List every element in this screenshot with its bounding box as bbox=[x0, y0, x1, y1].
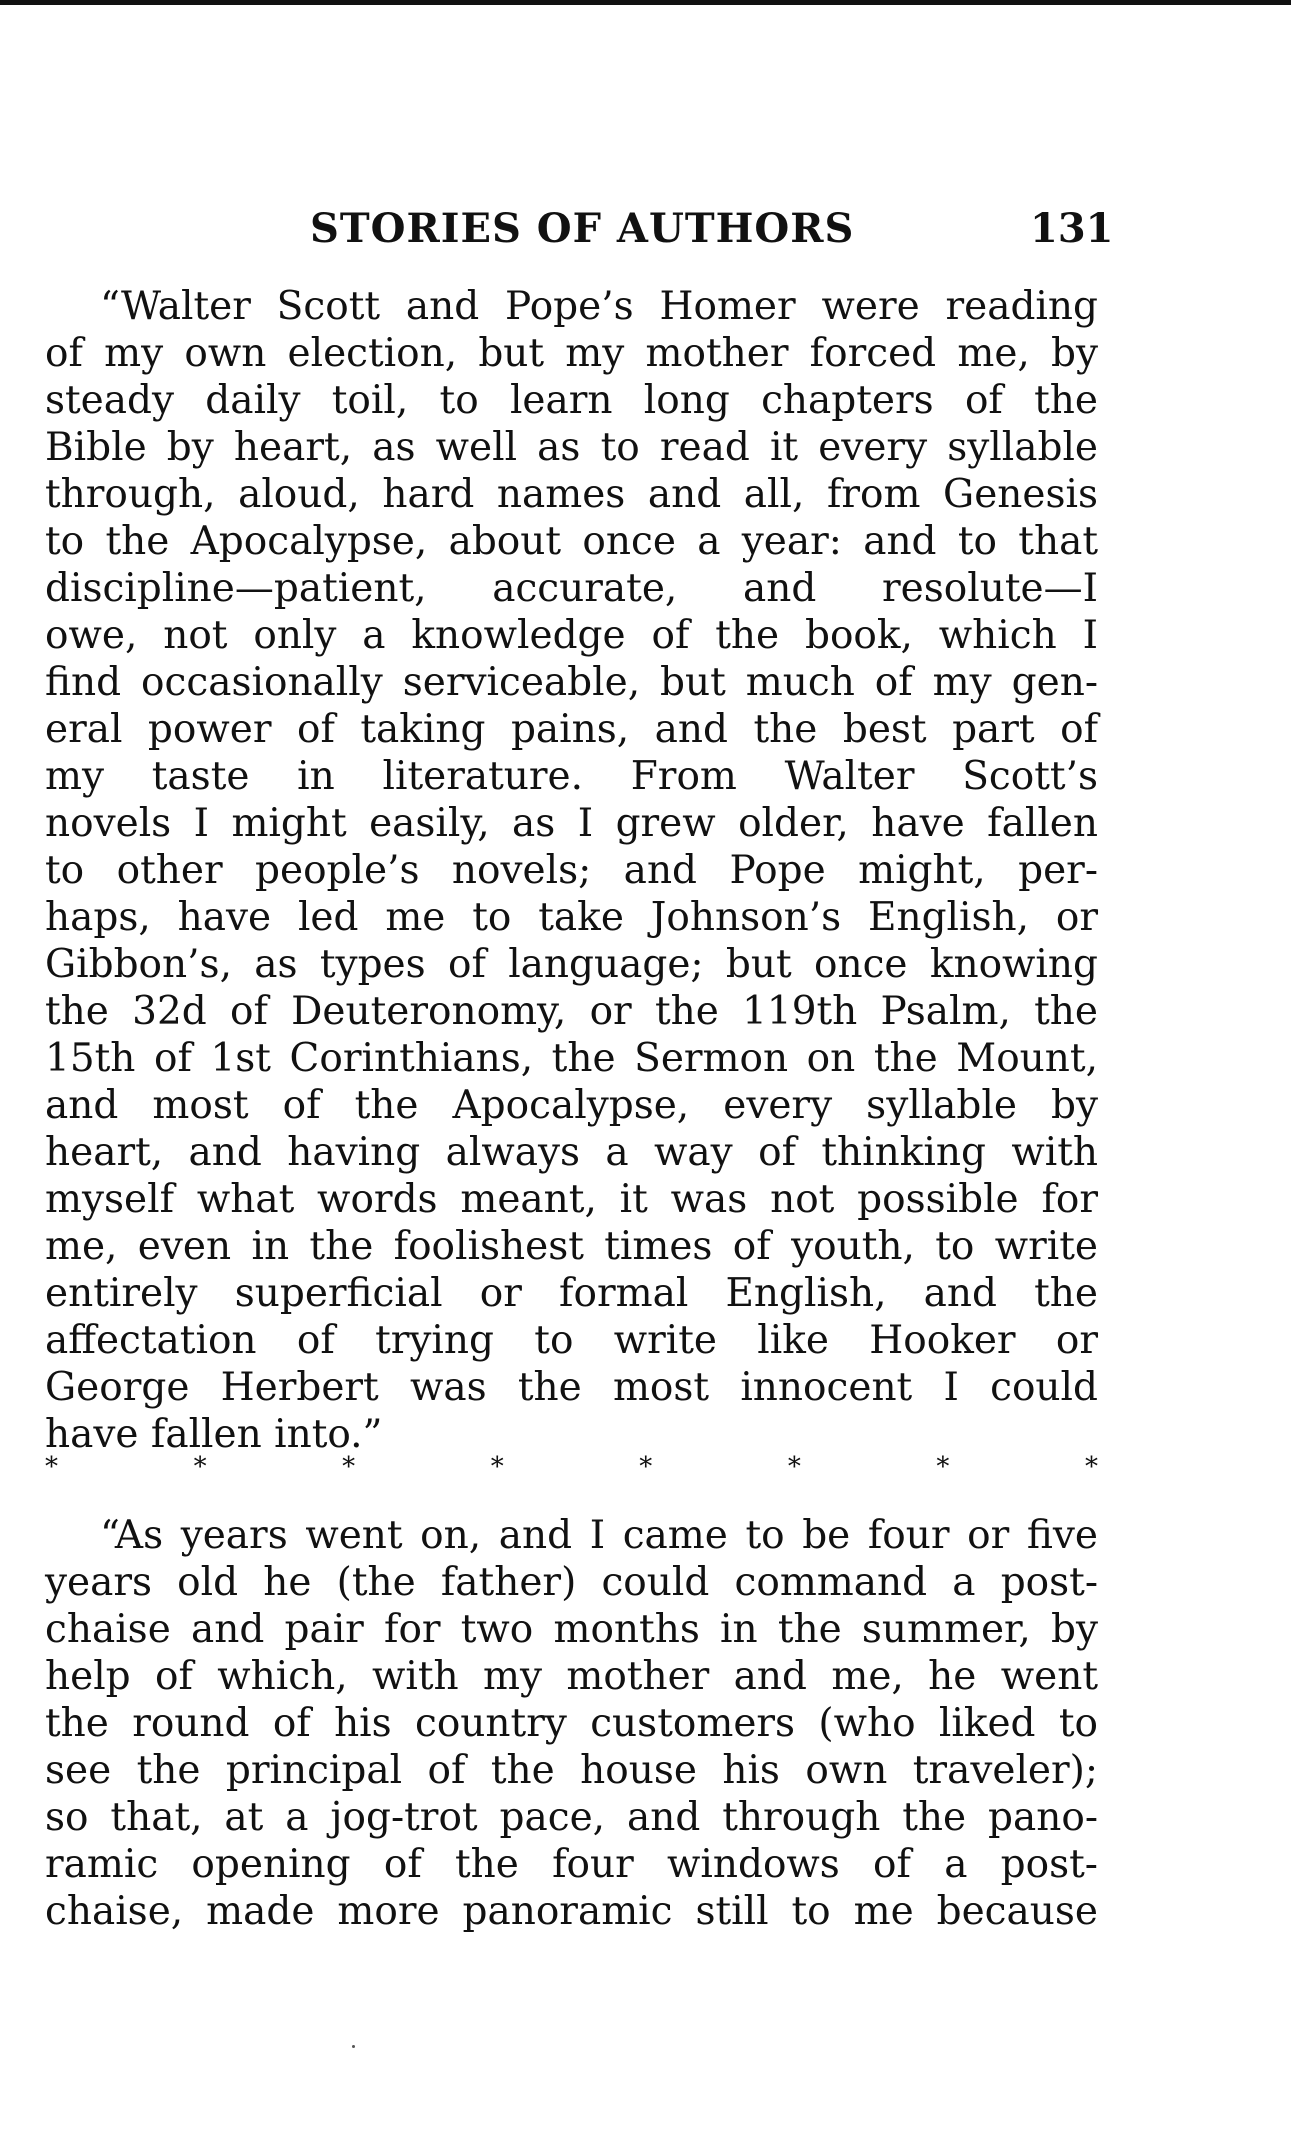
text-line: heart, and having always a way of thinking with bbox=[45, 1130, 1098, 1175]
text-line: through, aloud, hard names and all, from Genesis bbox=[45, 472, 1098, 517]
text-line: of my own election, but my mother forced me, by bbox=[45, 331, 1098, 376]
text-line: eral power of taking pains, and the best part of bbox=[45, 707, 1098, 752]
separator-asterisk: * bbox=[193, 1452, 207, 1482]
separator-asterisk: * bbox=[639, 1452, 653, 1482]
text-line: see the principal of the house his own traveler); bbox=[45, 1748, 1098, 1793]
text-line: help of which, with my mother and me, he went bbox=[45, 1654, 1098, 1699]
top-page-edge bbox=[0, 0, 1291, 5]
text-line: steady daily toil, to learn long chapters of the bbox=[45, 378, 1098, 423]
text-line: find occasionally serviceable, but much of my gen- bbox=[45, 660, 1098, 705]
text-line: affectation of trying to write like Hooker or bbox=[45, 1318, 1098, 1363]
text-line: novels I might easily, as I grew older, have fallen bbox=[45, 801, 1098, 846]
text-line: the round of his country customers (who liked to bbox=[45, 1701, 1098, 1746]
text-line: ramic opening of the four windows of a post- bbox=[45, 1842, 1098, 1887]
paragraph-post-chaise-travels bbox=[45, 1512, 1098, 1935]
separator-asterisk: * bbox=[342, 1452, 356, 1482]
text-line: chaise and pair for two months in the summer, by bbox=[45, 1607, 1098, 1652]
text-line: have fallen into.” bbox=[45, 1412, 383, 1457]
text-line: myself what words meant, it was not possible for bbox=[45, 1177, 1098, 1222]
separator-asterisk: * bbox=[490, 1452, 504, 1482]
text-line: years old he (the father) could command a post- bbox=[45, 1560, 1098, 1605]
text-line: chaise, made more panoramic still to me because bbox=[45, 1889, 1098, 1934]
text-line: so that, at a jog-trot pace, and through the pano- bbox=[45, 1795, 1098, 1840]
text-line: me, even in the foolishest times of youth, to write bbox=[45, 1224, 1098, 1269]
separator-asterisk: * bbox=[936, 1452, 950, 1482]
text-line: Gibbon’s, as types of language; but once knowing bbox=[45, 942, 1098, 987]
separator-asterisk: * bbox=[787, 1452, 801, 1482]
page-number: 131 bbox=[1030, 205, 1114, 252]
running-header bbox=[0, 205, 1291, 255]
separator-asterisk: * bbox=[45, 1452, 58, 1482]
running-title: STORIES OF AUTHORS bbox=[310, 205, 855, 252]
text-line: George Herbert was the most innocent I could bbox=[45, 1365, 1098, 1410]
text-line: Bible by heart, as well as to read it every syllable bbox=[45, 425, 1098, 470]
text-line: to the Apocalypse, about once a year: and to that bbox=[45, 519, 1098, 564]
text-line: my taste in literature. From Walter Scott’s bbox=[45, 754, 1098, 799]
separator-asterisk: * bbox=[1084, 1452, 1098, 1482]
asterism-separator bbox=[45, 1452, 1098, 1492]
text-line: “As years went on, and I came to be four or five bbox=[100, 1513, 1098, 1558]
paper-speck bbox=[352, 2045, 355, 2048]
text-line: discipline—patient, accurate, and resolute—I bbox=[45, 566, 1098, 611]
text-line: “Walter Scott and Pope’s Homer were reading bbox=[100, 284, 1098, 329]
text-line: the 32d of Deuteronomy, or the 119th Psalm, the bbox=[45, 989, 1098, 1034]
text-line: to other people’s novels; and Pope might, per- bbox=[45, 848, 1098, 893]
text-line: entirely superficial or formal English, and the bbox=[45, 1271, 1098, 1316]
text-line: 15th of 1st Corinthians, the Sermon on the Mount, bbox=[45, 1036, 1098, 1081]
text-line: and most of the Apocalypse, every syllable by bbox=[45, 1083, 1098, 1128]
paragraph-ruskin-bible-reading bbox=[45, 283, 1098, 1458]
text-line: owe, not only a knowledge of the book, which I bbox=[45, 613, 1098, 658]
text-line: haps, have led me to take Johnson’s English, or bbox=[45, 895, 1098, 940]
